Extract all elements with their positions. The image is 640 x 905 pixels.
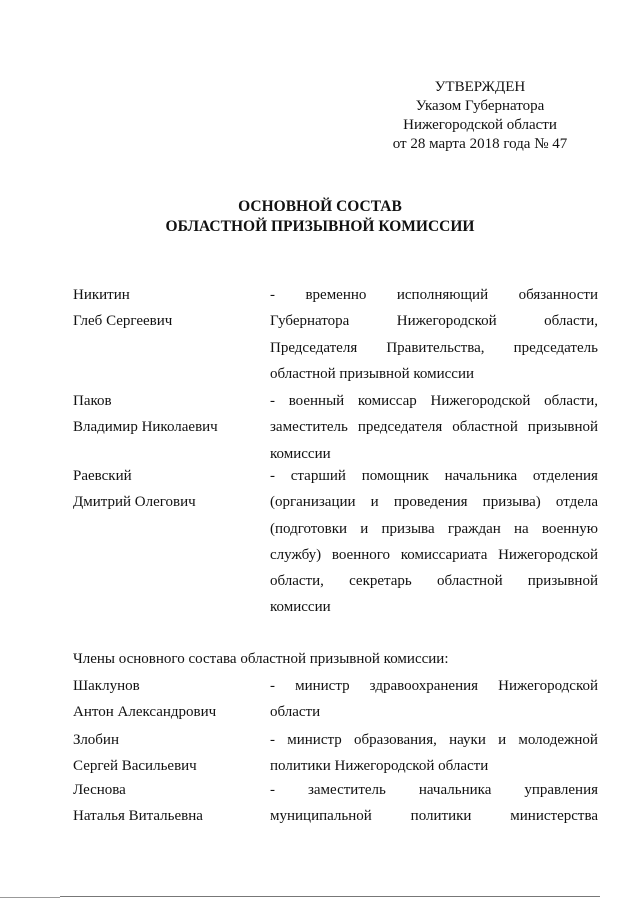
word: Нижегородской <box>430 393 531 409</box>
description-line <box>270 418 598 444</box>
word: управления <box>524 782 598 798</box>
person-description <box>270 392 598 471</box>
word: военную <box>541 520 598 537</box>
description-line: области <box>270 704 321 721</box>
member-description <box>270 731 598 784</box>
word: - <box>270 393 275 409</box>
word: молодежной <box>518 732 598 748</box>
description-line <box>270 339 598 365</box>
word: отделения <box>532 468 598 484</box>
word: (подготовки <box>270 520 348 537</box>
description-line <box>270 572 598 598</box>
member-surname: Злобин <box>73 732 119 748</box>
word: призыва <box>381 520 435 537</box>
description-line <box>270 520 598 546</box>
member-surname: Леснова <box>73 782 126 798</box>
approval-line: Указом Губернатора <box>415 98 545 114</box>
word: начальника <box>444 468 518 484</box>
description-line <box>270 312 598 338</box>
person-surname: Никитин <box>73 287 130 303</box>
description-line <box>270 781 598 807</box>
approval-line: УТВЕРЖДЕН <box>434 79 526 95</box>
word: начальника <box>418 782 492 798</box>
word: исполняющий <box>396 287 489 303</box>
word: призыва) <box>482 494 541 511</box>
description-line <box>270 807 598 833</box>
word: областной <box>436 573 503 590</box>
word: политики <box>410 808 472 825</box>
person-surname: Раевский <box>73 468 132 484</box>
word: проведения <box>393 494 468 511</box>
word: временно <box>305 287 367 303</box>
word: комиссариата <box>400 546 488 563</box>
word: председатель <box>513 339 598 356</box>
scan-edge-line <box>60 896 600 897</box>
word: отдела <box>555 494 598 511</box>
word: Нижегородской <box>396 313 497 330</box>
word: - <box>270 678 275 694</box>
person-given-name: Глеб Сергеевич <box>73 313 173 329</box>
member-surname: Шаклунов <box>73 678 140 694</box>
word: на <box>514 520 529 537</box>
word: граждан <box>447 520 501 537</box>
word: военного <box>331 546 391 563</box>
members-header: Члены основного состава областной призывной комиссии: <box>73 651 449 667</box>
word: службу) <box>270 546 322 563</box>
word: областной <box>452 419 518 436</box>
word: председателя <box>357 419 443 436</box>
word: Нижегородской <box>498 678 598 694</box>
description-line <box>270 493 598 519</box>
word: министр <box>295 678 350 694</box>
description-line <box>270 677 598 703</box>
member-given-name: Сергей Васильевич <box>73 758 197 774</box>
description-line <box>270 731 598 757</box>
word: науки <box>449 732 486 748</box>
word: (организации <box>270 494 356 511</box>
word: Правительства, <box>386 339 485 356</box>
word: министерства <box>510 808 598 825</box>
description-line: политики Нижегородской области <box>270 758 489 775</box>
member-description <box>270 781 598 834</box>
word: министр <box>287 732 342 748</box>
word: призывной <box>527 573 598 590</box>
description-line <box>270 467 598 493</box>
description-line: комиссии <box>270 599 331 616</box>
word: и <box>370 494 379 511</box>
word: области, <box>544 393 598 409</box>
person-description <box>270 286 598 391</box>
word: - <box>270 287 275 303</box>
approval-stamp <box>380 78 580 154</box>
approval-line: Нижегородской области <box>403 117 557 133</box>
description-line <box>270 392 598 418</box>
member-given-name: Наталья Витальевна <box>73 808 203 824</box>
word: заместитель <box>270 419 348 436</box>
description-line: комиссии <box>270 445 331 462</box>
word: военный <box>288 393 345 409</box>
word: муниципальной <box>270 808 372 825</box>
member-description <box>270 677 598 730</box>
word: области, <box>544 313 598 330</box>
word: секретарь <box>349 573 412 590</box>
word: старший <box>290 468 346 484</box>
scan-edge-line <box>0 897 60 898</box>
word: и <box>498 732 507 748</box>
word: обязанности <box>518 287 598 303</box>
description-line: областной призывной комиссии <box>270 365 474 382</box>
document-title <box>0 197 640 237</box>
word: - <box>270 732 275 748</box>
person-given-name: Дмитрий Олегович <box>73 494 196 510</box>
word: призывной <box>527 419 598 436</box>
description-line <box>270 546 598 572</box>
word: и <box>360 520 369 537</box>
member-given-name: Антон Александрович <box>73 704 217 720</box>
person-description <box>270 467 598 625</box>
word: комиссар <box>357 393 417 409</box>
word: - <box>270 782 275 798</box>
word: образования, <box>353 732 437 748</box>
person-given-name: Владимир Николаевич <box>73 419 218 435</box>
title-line: ОБЛАСТНОЙ ПРИЗЫВНОЙ КОМИССИИ <box>165 218 475 235</box>
word: области, <box>270 573 324 590</box>
word: здравоохранения <box>369 678 479 694</box>
word: - <box>270 468 275 484</box>
description-line <box>270 286 598 312</box>
person-surname: Паков <box>73 393 112 409</box>
word: заместитель <box>307 782 386 798</box>
title-line: ОСНОВНОЙ СОСТАВ <box>238 198 402 215</box>
word: Нижегородской <box>498 546 598 563</box>
word: Губернатора <box>270 313 350 330</box>
word: Председателя <box>270 339 358 356</box>
approval-line: от 28 марта 2018 года № 47 <box>392 136 568 152</box>
word: помощник <box>361 468 429 484</box>
